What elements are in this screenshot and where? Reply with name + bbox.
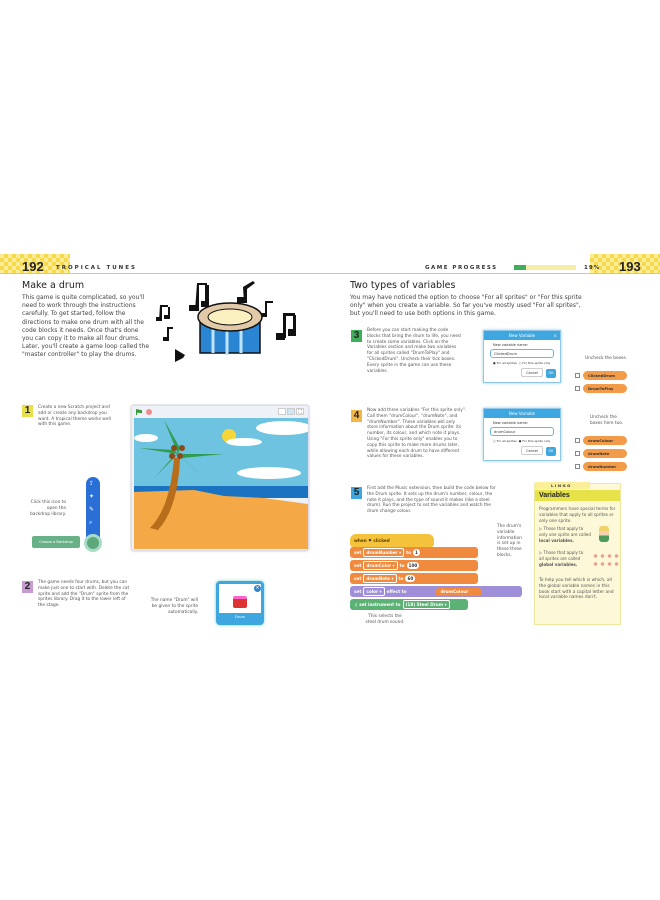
choose-backdrop-icon[interactable]	[84, 534, 102, 552]
arrow-icon: ▷	[539, 550, 544, 555]
paint-icon[interactable]: ✎	[89, 506, 95, 513]
progress-percent: 19%	[584, 265, 601, 271]
lingo-global	[539, 550, 589, 567]
effect-dropdown[interactable]: color	[366, 589, 379, 594]
set-effect-block[interactable]: set color ▾ effect to drumColour	[350, 586, 522, 597]
lingo-p2: To help you tell which is which, all the global variable names in this book start with a capital letter and local variable names don't.	[539, 578, 614, 601]
stop-icon[interactable]	[146, 409, 152, 415]
progress-bar	[514, 265, 576, 270]
value-input[interactable]: 60	[407, 576, 414, 581]
block-label: set instrument to	[359, 602, 401, 607]
variable-reporter[interactable]: ClickedDrum	[583, 371, 627, 380]
header-rule	[0, 273, 660, 274]
step-4-number: 4	[351, 410, 362, 422]
large-stage-icon[interactable]	[287, 408, 295, 415]
search-icon[interactable]: ⌕	[89, 519, 93, 526]
radio-label: For this sprite only	[522, 361, 551, 365]
block-label: effect to	[386, 589, 407, 594]
variable-dropdown[interactable]: drumColor	[366, 563, 392, 568]
drum-sprite-thumbnail	[233, 596, 247, 608]
drum-illustration	[155, 275, 300, 365]
checkbox[interactable]	[575, 451, 580, 456]
green-flag-icon: ⚑	[368, 538, 372, 543]
step-3-text: Before you can start making the code blocks that bring the drum to life, you need to create some variables. Click on the Variables section and make two variables for all sprites called "DrumToPlay" and "ClickedDrum". Uncheck their tick boxes. Every sprite in the game can use these variables.	[367, 328, 461, 374]
variables-intro: You may have noticed the option to choose "For all sprites" or "For this sprite only" when you create a variable. So far you've mostly used "For all sprites", but you'll need to use both options in this game.	[350, 294, 582, 318]
sprite-callout: The name "Drum" will be given to the sprite automatically.	[150, 598, 198, 615]
scratch-stage	[131, 405, 309, 551]
set-instrument-block[interactable]: ♫ set instrument to (18) Steel Drum ▾	[350, 599, 468, 610]
running-head: TROPICAL TUNES	[56, 265, 137, 271]
multiple-sprites-icon	[592, 552, 620, 568]
dialog-title: New Variable	[508, 333, 536, 338]
block-label: set	[354, 589, 362, 594]
variable-reporter[interactable]: drumNote	[583, 449, 627, 458]
small-stage-icon[interactable]	[278, 408, 286, 415]
ok-button[interactable]: OK	[546, 369, 556, 378]
new-variable-dialog-3	[483, 330, 561, 383]
instrument-dropdown[interactable]: (18) Steel Drum	[405, 602, 444, 607]
step-1-text: Create a new Scratch project and add or create any backdrop you want. A tropical theme works well with this game.	[38, 405, 111, 428]
page-number-right: 193	[619, 259, 641, 274]
set-drumnote-block[interactable]: set drumNote ▾ to 60	[350, 573, 478, 584]
set-drumnumber-block[interactable]: set drumNumber ▾ to 1	[350, 547, 478, 558]
term-local: local variables.	[539, 537, 574, 543]
text: Those that apply to only one sprite are called	[539, 526, 591, 537]
radio-label: For this sprite only	[522, 439, 551, 443]
tropical-backdrop	[134, 418, 308, 549]
radio-for-all-sprites[interactable]: ○	[493, 439, 497, 443]
lingo-tag: LINGO	[535, 482, 590, 489]
step-1-number: 1	[22, 405, 33, 417]
lingo-title: Variables	[535, 490, 620, 501]
section-title-make-drum: Make a drum	[22, 280, 85, 291]
section-title-variables: Two types of variables	[350, 280, 456, 291]
step-2-text: The game needs four drums, but you can make just one to start with. Delete the cat sprite and add the "Drum" sprite from the sprites library. Drag it to the lower left of the stage.	[38, 580, 130, 609]
step-4-text: Now add three variables "For this sprite only". Call them "drumColour", "drumNote", and "drumNumber". These variables will only store information about the Drum sprite: its number, its colour, and which note it plays. Using "For this sprite only" enables you to copy this sprite to make more drums later, while allowing each drum to have different values for these variables.	[367, 408, 467, 460]
vars-callout: The drum's variable information is set up in these three blocks.	[497, 524, 522, 558]
lingo-local	[539, 526, 591, 543]
block-label: to	[398, 576, 404, 581]
drum-sprite-card[interactable]	[216, 581, 264, 625]
page-number-left: 192	[22, 259, 44, 274]
set-drumcolor-block[interactable]: set drumColor ▾ to 100	[350, 560, 478, 571]
variable-dropdown[interactable]: drumNote	[366, 576, 390, 581]
value-input[interactable]: 1	[414, 550, 418, 555]
cancel-button[interactable]: Cancel	[521, 368, 543, 377]
block-label: set	[354, 550, 362, 555]
radio-label: For all sprites	[496, 361, 517, 365]
dialog-prompt: New variable name:	[493, 343, 529, 347]
fullscreen-icon[interactable]: ⛶	[296, 408, 304, 415]
block-label: clicked	[373, 538, 390, 543]
variable-reporter[interactable]: drumColour	[583, 436, 627, 445]
sound-callout: This selects the steel drum sound.	[365, 614, 405, 625]
cancel-button[interactable]: Cancel	[521, 446, 543, 455]
progress-fill	[514, 265, 526, 270]
when-flag-clicked-block[interactable]	[350, 534, 434, 547]
block-label: to	[406, 550, 411, 555]
lingo-p1: Programmers have special terms for variables that apply to all sprites or only one sprite.	[539, 506, 616, 523]
upload-icon[interactable]: ⇪	[89, 480, 95, 487]
music-icon: ♫	[354, 602, 360, 607]
checkbox[interactable]	[575, 373, 580, 378]
dialog-prompt: New variable name:	[493, 421, 529, 425]
term-global: global variables.	[539, 561, 578, 567]
checkbox[interactable]	[575, 464, 580, 469]
backdrop-callout: Click this icon to open the backdrop library.	[30, 500, 66, 517]
variable-dropdown[interactable]: drumNumber	[366, 550, 398, 555]
step-3-callout: Uncheck the boxes.	[585, 356, 628, 361]
text: Those that apply to all sprites are called	[539, 550, 584, 561]
checkbox[interactable]	[575, 386, 580, 391]
green-flag-icon[interactable]	[136, 409, 142, 415]
radio-for-this-sprite[interactable]: ●	[518, 439, 523, 443]
intro-text: This game is quite complicated, so you'll need to work through the instructions carefully. To get started, follow the directions to make one drum with all the code blocks it needs. Once that's done you can copy it to make all four drums. Later, you'll create a game loop called the "master controller" to play the drums.	[22, 294, 150, 359]
arrow-icon: ▷	[539, 526, 544, 531]
value-input[interactable]: 100	[408, 563, 418, 568]
sprite-name: Drum	[219, 613, 261, 622]
block-label: set	[354, 576, 362, 581]
step-5-number: 5	[351, 487, 362, 499]
step-5-text: First add the Music extension, then build the code below for the Drum sprite. It sets up the drum's number, colour, the note it plays, and the type of sound it makes (like a steel drum). Run the project to set the variables and watch the drum change colour.	[367, 486, 496, 515]
radio-for-all-sprites[interactable]: ●	[493, 361, 497, 365]
choose-backdrop-tooltip: Choose a Backdrop	[32, 536, 80, 548]
drumcolour-reporter[interactable]: drumColour	[435, 588, 483, 596]
progress-label: GAME PROGRESS	[425, 265, 498, 271]
single-sprite-icon	[599, 526, 609, 542]
radio-for-this-sprite[interactable]: ○	[518, 361, 523, 365]
step-4-callout: Uncheck the boxes here too.	[590, 415, 624, 426]
variable-reporter[interactable]: drumNumber	[583, 462, 627, 471]
close-icon[interactable]: ×	[553, 333, 557, 338]
block-label: to	[399, 563, 405, 568]
block-label: when	[354, 538, 367, 543]
delete-sprite-icon[interactable]: ×	[255, 585, 260, 591]
variable-reporter[interactable]: DrumToPlay	[583, 384, 627, 393]
dialog-title: New Variable	[508, 411, 536, 416]
radio-label: For all sprites	[496, 439, 517, 443]
ok-button[interactable]: OK	[546, 447, 556, 456]
lingo-box	[534, 483, 621, 625]
variable-name-input[interactable]: ClickedDrum	[490, 349, 554, 358]
variable-name-input[interactable]: drumColour	[490, 427, 554, 436]
step-3-number: 3	[351, 330, 362, 342]
new-variable-dialog-4	[483, 408, 561, 461]
checkbox[interactable]	[575, 438, 580, 443]
step-2-number: 2	[22, 581, 33, 593]
surprise-icon[interactable]: ✦	[89, 493, 95, 500]
block-label: set	[354, 563, 362, 568]
